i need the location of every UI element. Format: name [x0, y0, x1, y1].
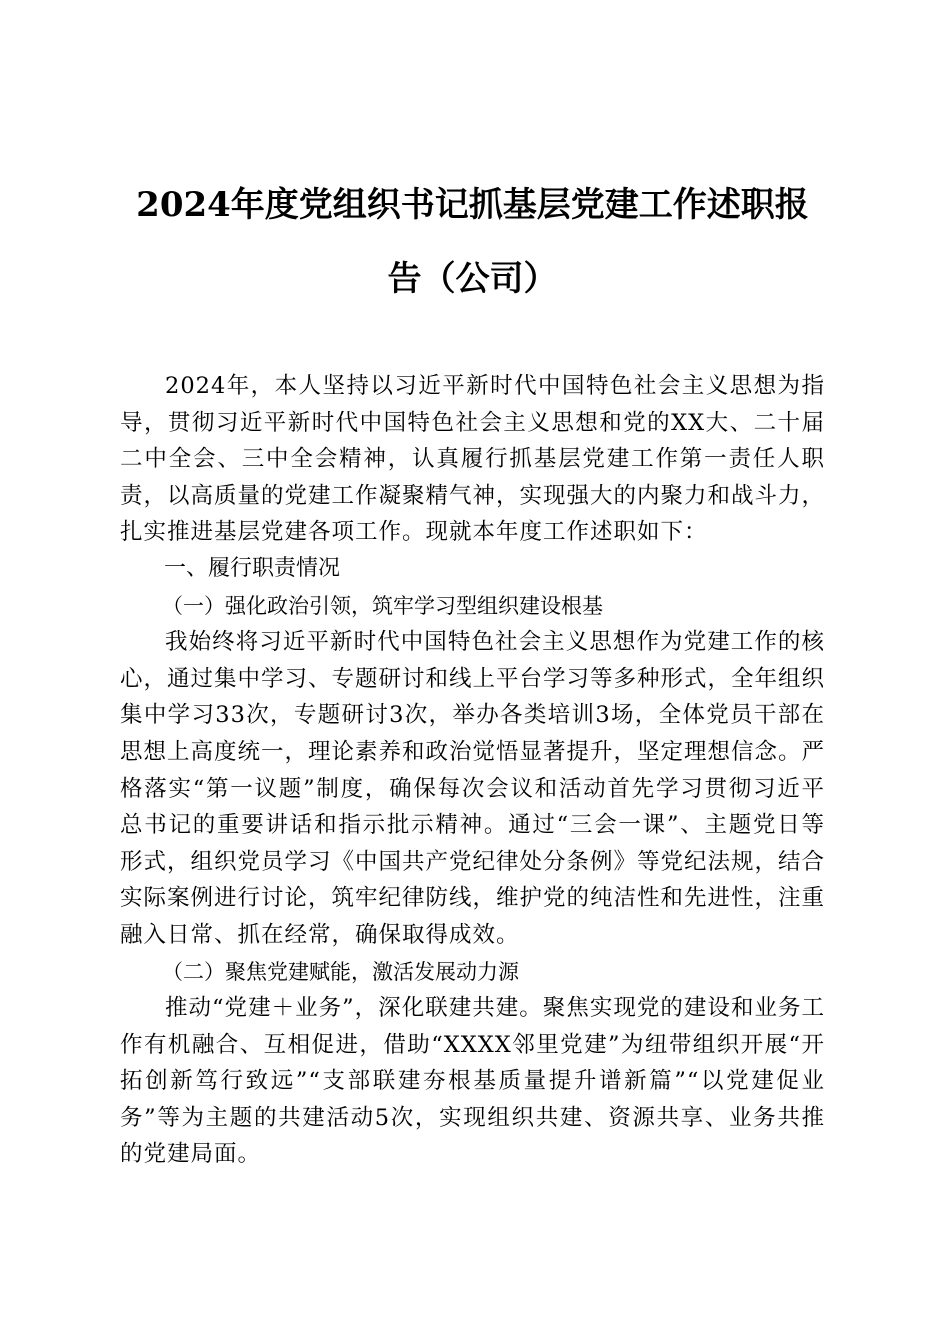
subsection-heading-1: （一）强化政治引领，筑牢学习型组织建设根基 [162, 593, 603, 618]
subsection-heading-2: （二）聚焦党建赋能，激活发展动力源 [162, 959, 519, 984]
subsection-1-paragraph: 我始终将习近平新时代中国特色社会主义思想作为党建工作的核心，通过集中学习、专题研讨和线上平台学习等多种形式，全年组织集中学习33次，专题研讨3次，举办各类培训3场，全体党员干部在思想上高度统一，理论素养和政治觉悟显著提升，坚定理想信念。严格落实“第一议题”制度，确保每次会议和活动首先学习贯彻习近平总书记的重要讲话和指示批示精神。通过“三会一课”、主题党日等形式，组织党员学习《中国共产党纪律处分条例》等党纪法规，结合实际案例进行讨论，筑牢纪律防线，维护党的纯洁性和先进性，注重融入日常、抓在经常，确保取得成效。 [120, 629, 826, 948]
subsection-2-paragraph: 推动“党建＋业务”，深化联建共建。聚焦实现党的建设和业务工作有机融合、互相促进，借助“XXXX邻里党建”为纽带组织开展“开拓创新笃行致远”“支部联建夯根基质量提升谱新篇”“以党建促业务”等为主题的共建活动5次，实现组织共建、资源共享、业务共推的党建局面。 [120, 995, 825, 1168]
document-page [120, 168, 825, 1173]
section-heading-1: 一、履行职责情况 [164, 555, 341, 581]
document-title: 2024年度党组织书记抓基层党建工作述职报告（公司） [136, 185, 809, 299]
intro-paragraph: 2024年，本人坚持以习近平新时代中国特色社会主义思想为指导，贯彻习近平新时代中国特色社会主义思想和党的XX大、二十届二中全会、三中全会精神，认真履行抓基层党建工作第一责任人职责，以高质量的党建工作凝聚精气神，实现强大的内聚力和战斗力，扎实推进基层党建各项工作。现就本年度工作述职如下： [120, 373, 826, 546]
